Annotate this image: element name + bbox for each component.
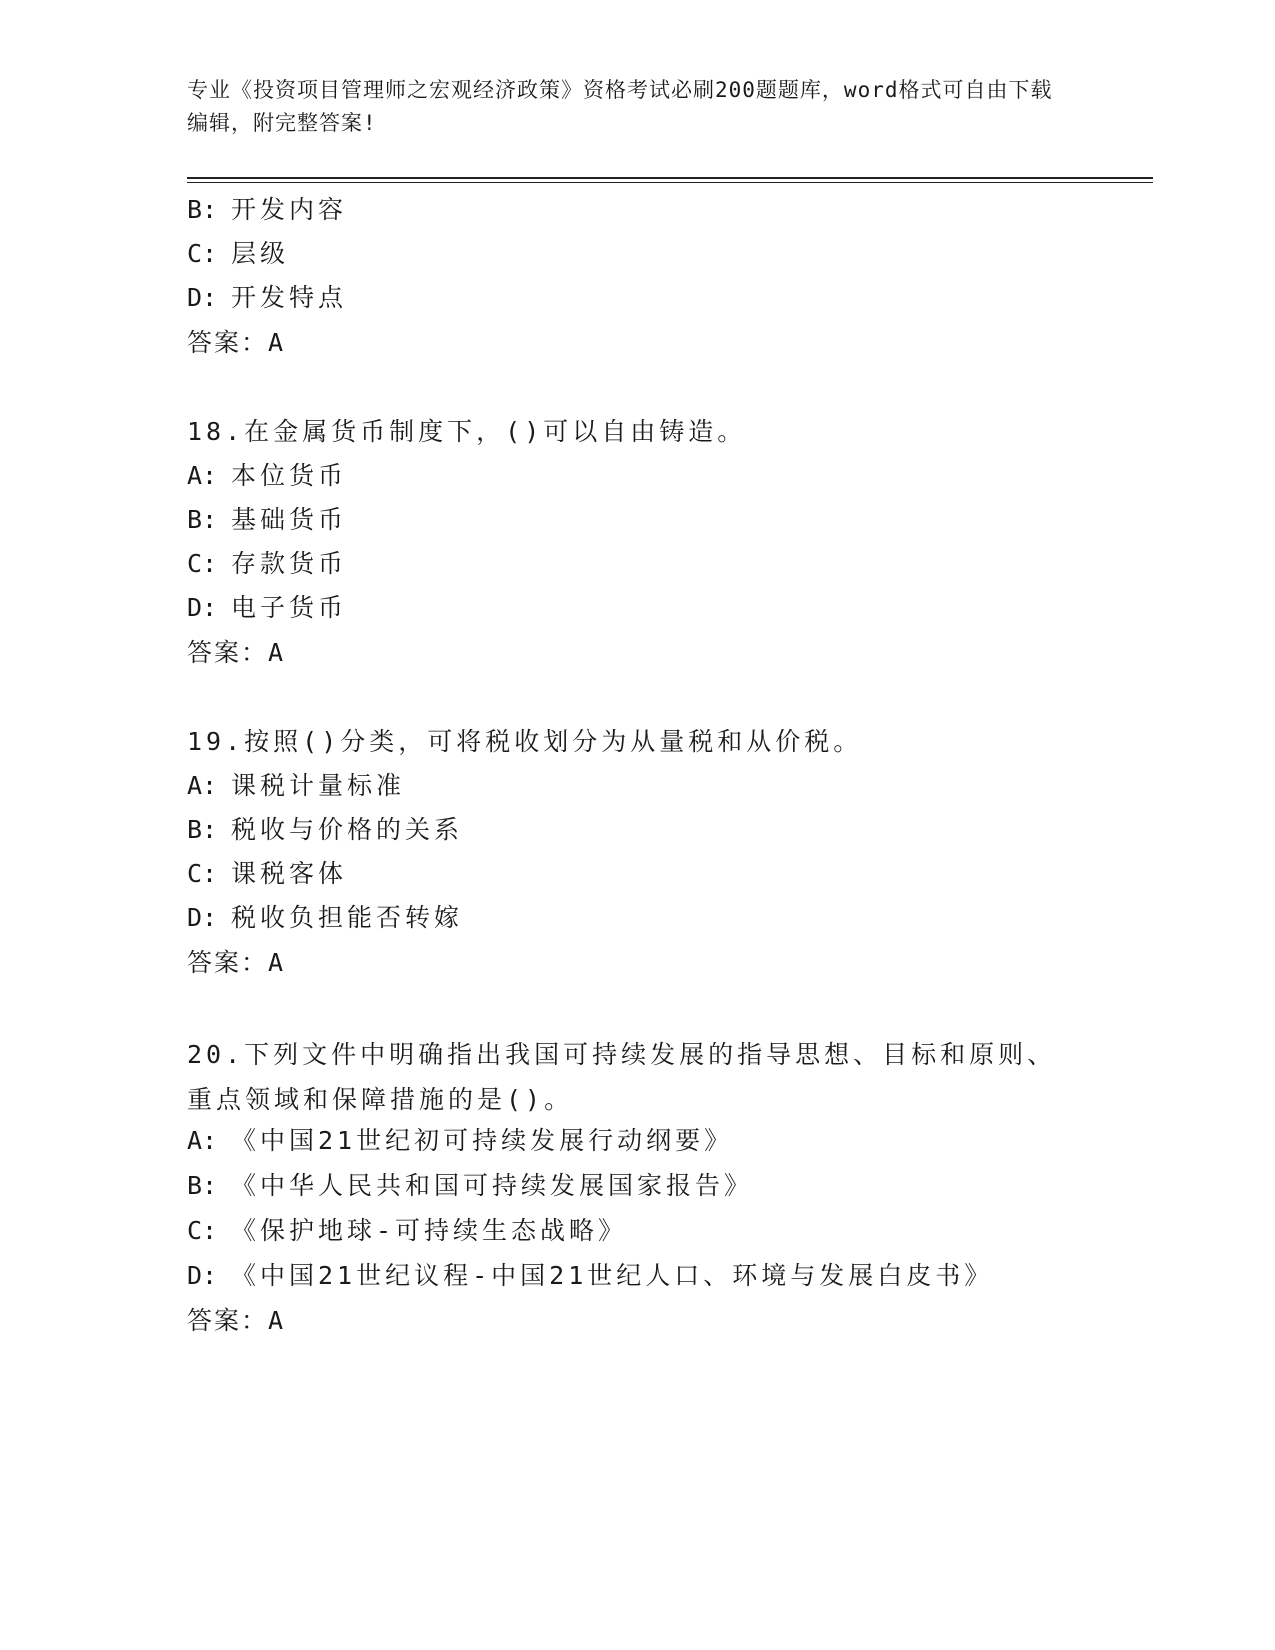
option-text: 课税客体	[231, 859, 348, 888]
option-text: 《中华人民共和国可持续发展国家报告》	[231, 1171, 754, 1200]
document-header: 专业《投资项目管理师之宏观经济政策》资格考试必刷200题题库，word格式可自由下载编辑，附完整答案!	[187, 78, 1053, 135]
answer: 答案：A	[187, 638, 286, 667]
option-d	[187, 902, 463, 934]
option-d	[187, 1260, 993, 1292]
option-key: C:	[187, 1216, 218, 1245]
option-text: 税收与价格的关系	[231, 815, 464, 844]
question-stem: 19.按照()分类，可将税收划分为从量税和从价税。	[187, 727, 863, 756]
answer: 答案：A	[187, 1306, 286, 1335]
option-b	[187, 814, 463, 846]
option-c	[187, 238, 289, 270]
option-a	[187, 1125, 733, 1157]
option-key: A:	[187, 1126, 218, 1155]
answer: 答案：A	[187, 948, 286, 977]
option-key: A:	[187, 771, 218, 800]
option-key: B:	[187, 815, 218, 844]
option-text: 课税计量标准	[231, 771, 406, 800]
option-key: D:	[187, 1261, 218, 1290]
option-text: 《中国21世纪初可持续发展行动纲要》	[231, 1126, 734, 1155]
option-b	[187, 1170, 753, 1202]
option-key: C:	[187, 239, 218, 268]
option-text: 存款货币	[231, 549, 348, 578]
question-stem: 18.在金属货币制度下，()可以自由铸造。	[187, 417, 747, 446]
option-c	[187, 1215, 627, 1247]
option-c	[187, 858, 347, 890]
option-text: 本位货币	[231, 461, 348, 490]
option-key: C:	[187, 859, 218, 888]
option-key: B:	[187, 195, 218, 224]
option-d	[187, 592, 347, 624]
option-d	[187, 282, 347, 314]
option-text: 开发内容	[231, 195, 348, 224]
option-text: 税收负担能否转嫁	[231, 903, 464, 932]
header-divider-thin	[187, 182, 1153, 183]
option-key: D:	[187, 903, 218, 932]
option-key: D:	[187, 593, 218, 622]
option-key: B:	[187, 505, 218, 534]
option-a	[187, 770, 405, 802]
header-divider	[187, 177, 1153, 179]
option-c	[187, 548, 347, 580]
option-text: 层级	[231, 239, 290, 268]
option-b	[187, 194, 347, 226]
option-key: B:	[187, 1171, 218, 1200]
option-b	[187, 504, 347, 536]
option-key: C:	[187, 549, 218, 578]
option-key: D:	[187, 283, 218, 312]
option-text: 《保护地球-可持续生态战略》	[231, 1216, 628, 1245]
option-key: A:	[187, 461, 218, 490]
option-text: 开发特点	[231, 283, 348, 312]
option-a	[187, 460, 347, 492]
answer: 答案：A	[187, 328, 286, 357]
option-text: 电子货币	[231, 593, 348, 622]
question-stem: 20.下列文件中明确指出我国可持续发展的指导思想、目标和原则、重点领域和保障措施的是()。	[187, 1040, 1057, 1114]
option-text: 基础货币	[231, 505, 348, 534]
option-text: 《中国21世纪议程-中国21世纪人口、环境与发展白皮书》	[231, 1261, 994, 1290]
